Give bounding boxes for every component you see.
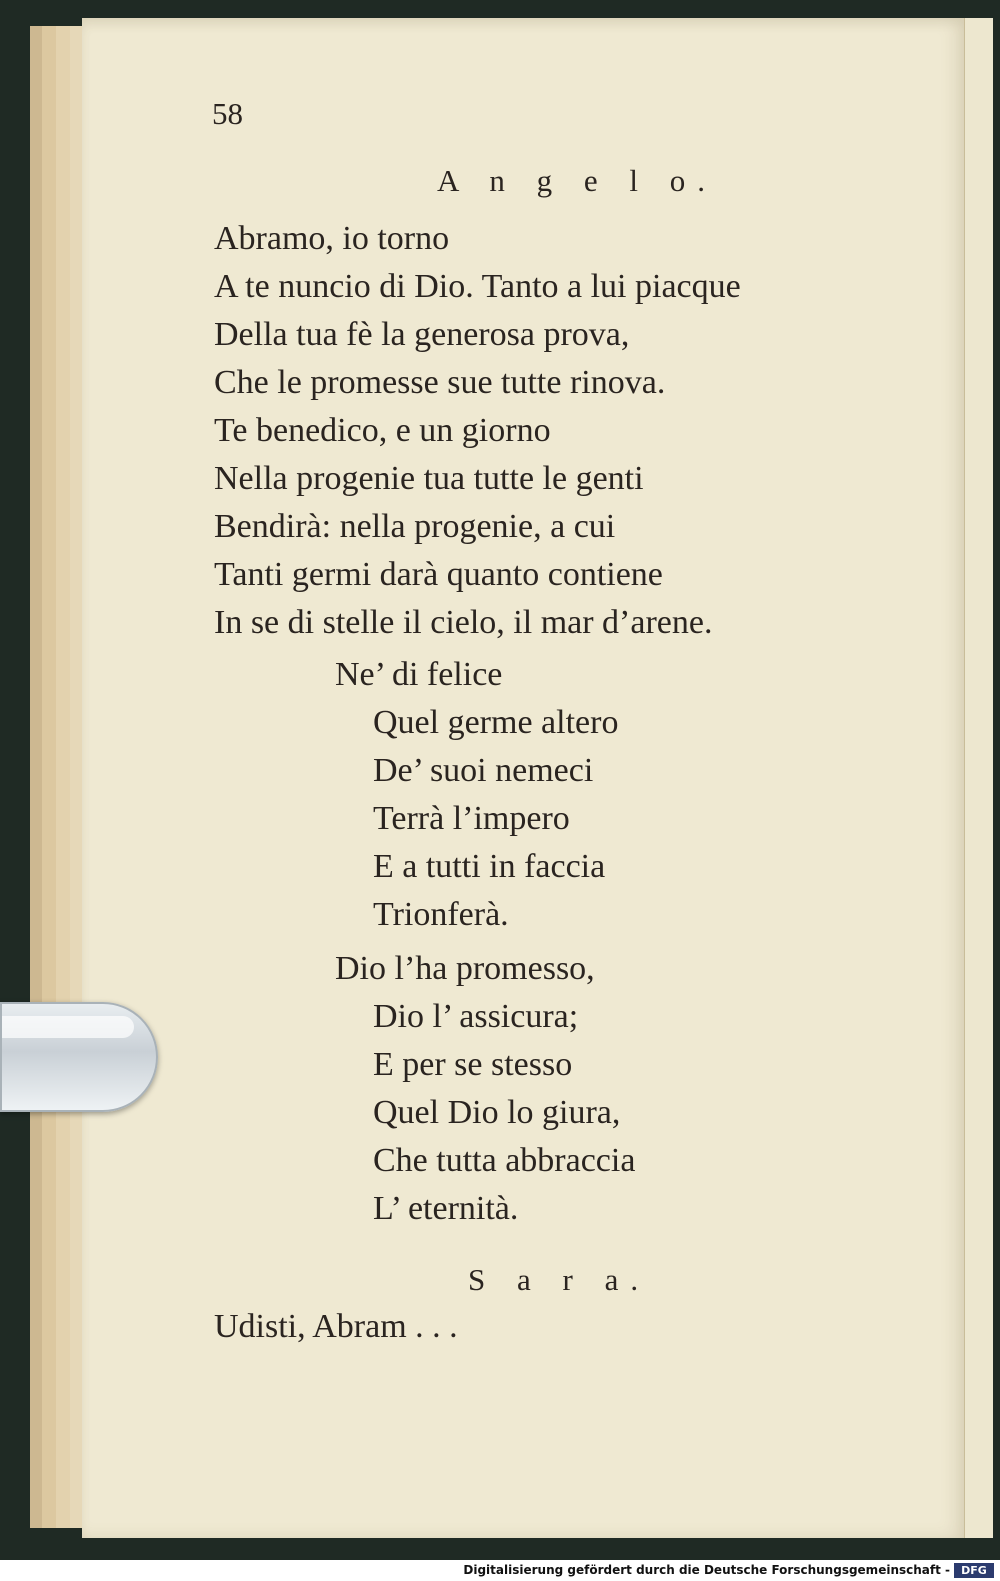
stanza-line: E a tutti in faccia	[373, 848, 606, 885]
stanza-line: Ne’ di felice	[335, 656, 503, 693]
stanza-line: Dio l’ha promesso,	[335, 950, 595, 987]
verse-line: Te benedico, e un giorno	[214, 412, 551, 449]
verse-line: In se di stelle il cielo, il mar d’arene.	[214, 604, 713, 641]
speaker-heading: A n g e l o.	[437, 163, 718, 198]
facing-page-edge	[964, 18, 993, 1538]
stanza-line: Quel Dio lo giura,	[373, 1094, 621, 1131]
verse-line: Che le promesse sue tutte rinova.	[214, 364, 666, 401]
funding-notice: Digitalisierung gefördert durch die Deutsche Forschungsgemeinschaft -	[463, 1563, 950, 1577]
verse-line: Della tua fè la generosa prova,	[214, 316, 630, 353]
page-weight-clip	[0, 1002, 158, 1112]
stanza-line: Terrà l’impero	[373, 800, 570, 837]
footer-bar	[0, 1560, 1000, 1581]
stanza-line: Dio l’ assicura;	[373, 998, 579, 1035]
stanza-line: L’ eternità.	[373, 1190, 519, 1227]
page-edge	[42, 26, 57, 1528]
stanza-line: Trionferà.	[373, 896, 509, 933]
dfg-logo: DFG	[954, 1563, 994, 1578]
speaker-heading: S a r a.	[468, 1262, 651, 1297]
verse-line: Udisti, Abram . . .	[214, 1308, 458, 1345]
stanza-line: Che tutta abbraccia	[373, 1142, 636, 1179]
page-number: 58	[212, 96, 243, 131]
verse-line: Tanti germi darà quanto contiene	[214, 556, 663, 593]
stanza-line: De’ suoi nemeci	[373, 752, 594, 789]
verse-line: Bendirà: nella progenie, a cui	[214, 508, 616, 545]
page-edge	[56, 26, 71, 1528]
stanza-line: Quel germe altero	[373, 704, 619, 741]
stanza-line: E per se stesso	[373, 1046, 573, 1083]
verse-line: Abramo, io torno	[214, 220, 450, 257]
verse-line: Nella progenie tua tutte le genti	[214, 460, 644, 497]
verse-line: A te nuncio di Dio. Tanto a lui piacque	[214, 268, 741, 305]
